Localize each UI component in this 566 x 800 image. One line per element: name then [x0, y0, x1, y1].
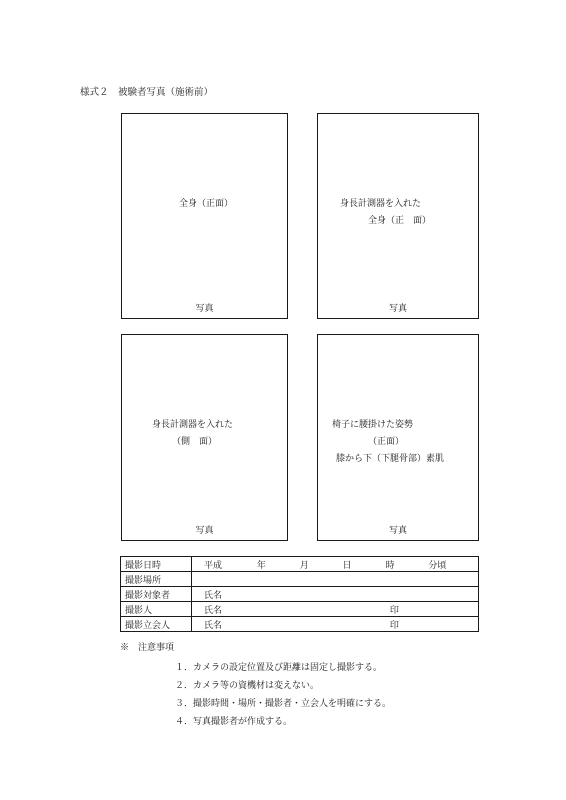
name-label: 氏名	[204, 590, 223, 601]
photo-frame-front-full	[121, 113, 288, 319]
row-label: 撮影立会人	[121, 617, 192, 632]
photo-caption: 身長計測器を入れた	[152, 420, 234, 430]
date-day: 日	[342, 560, 352, 571]
notes-section	[120, 640, 391, 731]
photo-caption: （側 面）	[172, 437, 218, 447]
name-label: 氏名	[204, 605, 223, 616]
note-item: ４．写真撮影者が作成する。	[175, 717, 293, 727]
table-row	[121, 587, 479, 602]
row-label: 撮影対象者	[121, 587, 192, 602]
date-month: 月	[299, 560, 309, 571]
name-label: 氏名	[204, 620, 223, 631]
photo-caption: 身長計測器を入れた	[340, 199, 422, 209]
table-row	[121, 602, 479, 617]
photo-frame-front-with-meter	[317, 113, 479, 319]
photo-footer: 写真	[388, 526, 407, 536]
datetime-field	[192, 557, 479, 572]
date-year: 年	[256, 560, 266, 571]
photo-info-table	[120, 556, 479, 632]
location-field	[192, 572, 479, 587]
subject-name-field	[192, 587, 479, 602]
row-label: 撮影人	[121, 602, 192, 617]
table-row	[121, 572, 479, 587]
photo-caption: 全身（正 面）	[368, 216, 432, 226]
photo-caption: 全身（正面）	[179, 199, 234, 209]
photo-caption: 椅子に腰掛けた姿勢	[332, 420, 414, 430]
photo-caption: （正面）	[368, 437, 405, 447]
note-item: １．カメラの設定位置及び距離は固定し撮影する。	[175, 663, 383, 673]
row-label: 撮影場所	[121, 572, 192, 587]
photo-footer: 写真	[388, 304, 407, 314]
note-item: ３．撮影時間・場所・撮影者・立会人を明確にする。	[175, 699, 392, 709]
note-item: ２．カメラ等の資機材は変えない。	[175, 681, 320, 691]
photo-footer: 写真	[195, 304, 214, 314]
row-label: 撮影日時	[121, 557, 192, 572]
table-row	[121, 557, 479, 572]
notes-header: ※ 注意事項	[120, 643, 175, 653]
table-row	[121, 617, 479, 632]
photo-frame-seated-lower-leg	[317, 334, 479, 541]
photographer-name-field	[192, 602, 479, 617]
seal-mark: 印	[389, 605, 399, 616]
photo-caption: 膝から下（下腿骨部）素肌	[336, 454, 445, 464]
date-era: 平成	[204, 560, 223, 571]
witness-name-field	[192, 617, 479, 632]
photo-footer: 写真	[195, 526, 214, 536]
photo-frame-side-with-meter	[121, 334, 288, 541]
seal-mark: 印	[389, 620, 399, 631]
date-minute: 分頃	[428, 560, 447, 571]
date-hour: 時	[385, 560, 395, 571]
document-title: 様式２ 被験者写真（施術前）	[80, 87, 214, 98]
